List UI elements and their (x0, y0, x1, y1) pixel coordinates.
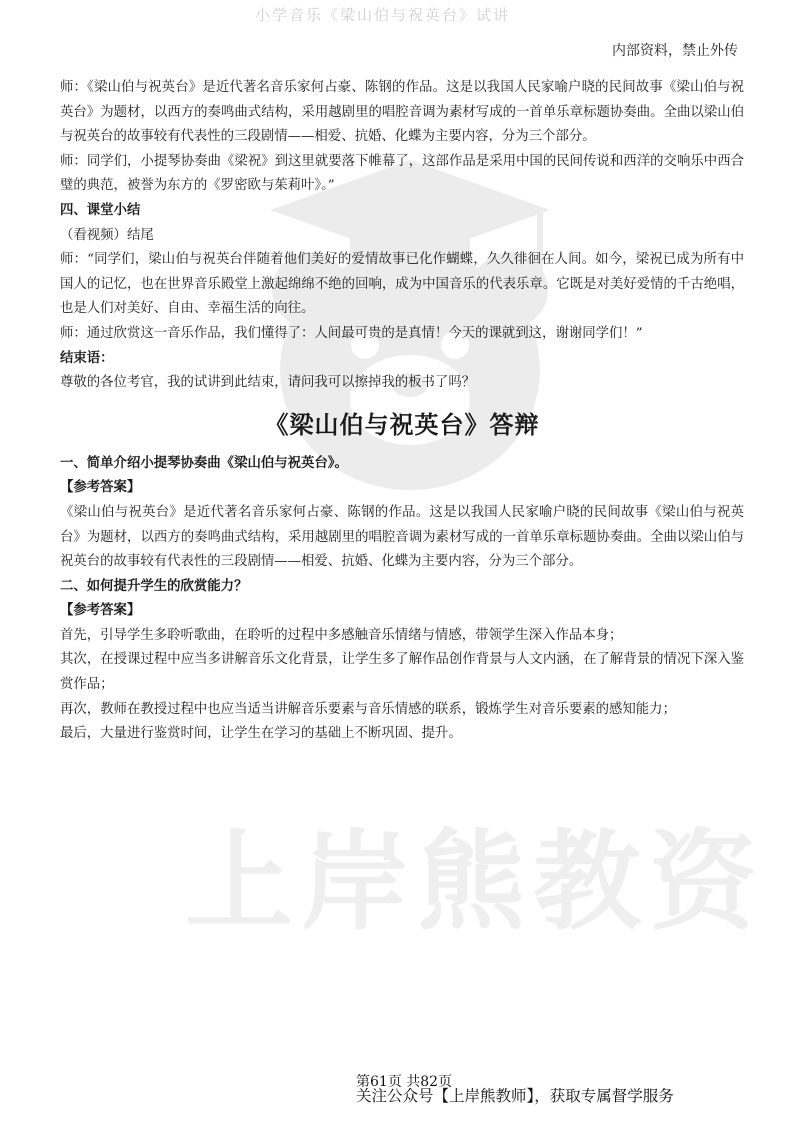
internal-note: 内部资料，禁止外传 (612, 43, 738, 59)
defense-title: 《梁山伯与祝英台》答辩 (264, 409, 540, 439)
answer-paragraph: 再次，教师在教授过程中也应当适当讲解音乐要素与音乐情感的联系，锻炼学生对音乐要素的感知能力； (60, 701, 676, 717)
document-body (60, 76, 744, 747)
promo-text: 关注公众号【上岸熊教师】，获取专属督学服务 (356, 1087, 674, 1105)
answer-paragraph: 首先，引导学生多聆听歌曲，在聆听的过程中多感触音乐情绪与情感，带领学生深入作品本身； (60, 627, 623, 643)
answer-paragraph: 其次，在授课过程中应当多讲解音乐文化背景，让学生多了解作品创作背景与人文内涵，在了解背景的情况下深入鉴赏作品； (60, 652, 744, 693)
paragraph: 尊敬的各位考官，我的试讲到此结束，请问我可以擦掉我的板书了吗？ (60, 375, 476, 391)
question-heading: 二、如何提升学生的欣赏能力？ (60, 578, 248, 594)
paragraph: 师：《梁山伯与祝英台》是近代著名音乐家何占豪、陈钢的作品。这是以我国人民家喻户晓的民间故事《梁山伯与祝英台》为题材，以西方的奏鸣曲式结构，采用越剧里的唱腔音调为素材写成的一首单乐章标题协奏曲。全曲以梁山伯与祝英台的故事较有代表性的三段剧情——相爱、抗婚、化蝶为主要内容，分为三个部分。 (60, 80, 744, 145)
faint-page-title: 小学音乐《梁山伯与祝英台》试讲 (255, 6, 511, 24)
question-heading: 一、简单介绍小提琴协奏曲《梁山伯与祝英台》。 (60, 455, 348, 471)
paragraph: （看视频）结尾 (60, 227, 154, 243)
section-heading: 四、课堂小结 (60, 202, 141, 218)
closing-label: 结束语： (60, 350, 114, 366)
paragraph: 师：“同学们，梁山伯与祝英台伴随着他们美好的爱情故事已化作蝴蝶，久久徘徊在人间。如今，梁祝已成为所有中国人的记忆，也在世界音乐殿堂上激起绵绵不绝的回响，成为中国音乐的代表乐章。它既是对美好爱情的千古绝唱，也是人们对美好、自由、幸福生活的向往。 (60, 252, 744, 317)
answer-paragraph: 最后，大量进行鉴赏时间，让学生在学习的基础上不断巩固、提升。 (60, 726, 462, 742)
page-number: 第61页 共82页 (356, 1074, 453, 1090)
reference-answer-label: 【参考答案】 (60, 480, 141, 496)
paragraph: 师：通过欣赏这一音乐作品，我们懂得了：人间最可贵的是真情！今天的课就到这，谢谢同学们！” (60, 325, 643, 341)
watermark-text: 上岸熊教资 (185, 820, 766, 945)
paragraph: 师：同学们，小提琴协奏曲《梁祝》到这里就要落下帷幕了，这部作品是采用中国的民间传说和西洋的交响乐中西合璧的典范，被誉为东方的《罗密欧与茱莉叶》。” (60, 153, 744, 194)
answer-paragraph: 《梁山伯与祝英台》是近代著名音乐家何占豪、陈钢的作品。这是以我国人民家喻户晓的民间故事《梁山伯与祝英台》为题材，以西方的奏鸣曲式结构，采用越剧里的唱腔音调为素材写成的一首单乐章标题协奏曲。全曲以梁山伯与祝英台的故事较有代表性的三段剧情——相爱、抗婚、化蝶为主要内容，分为三个部分。 (60, 504, 744, 570)
reference-answer-label: 【参考答案】 (60, 603, 141, 619)
